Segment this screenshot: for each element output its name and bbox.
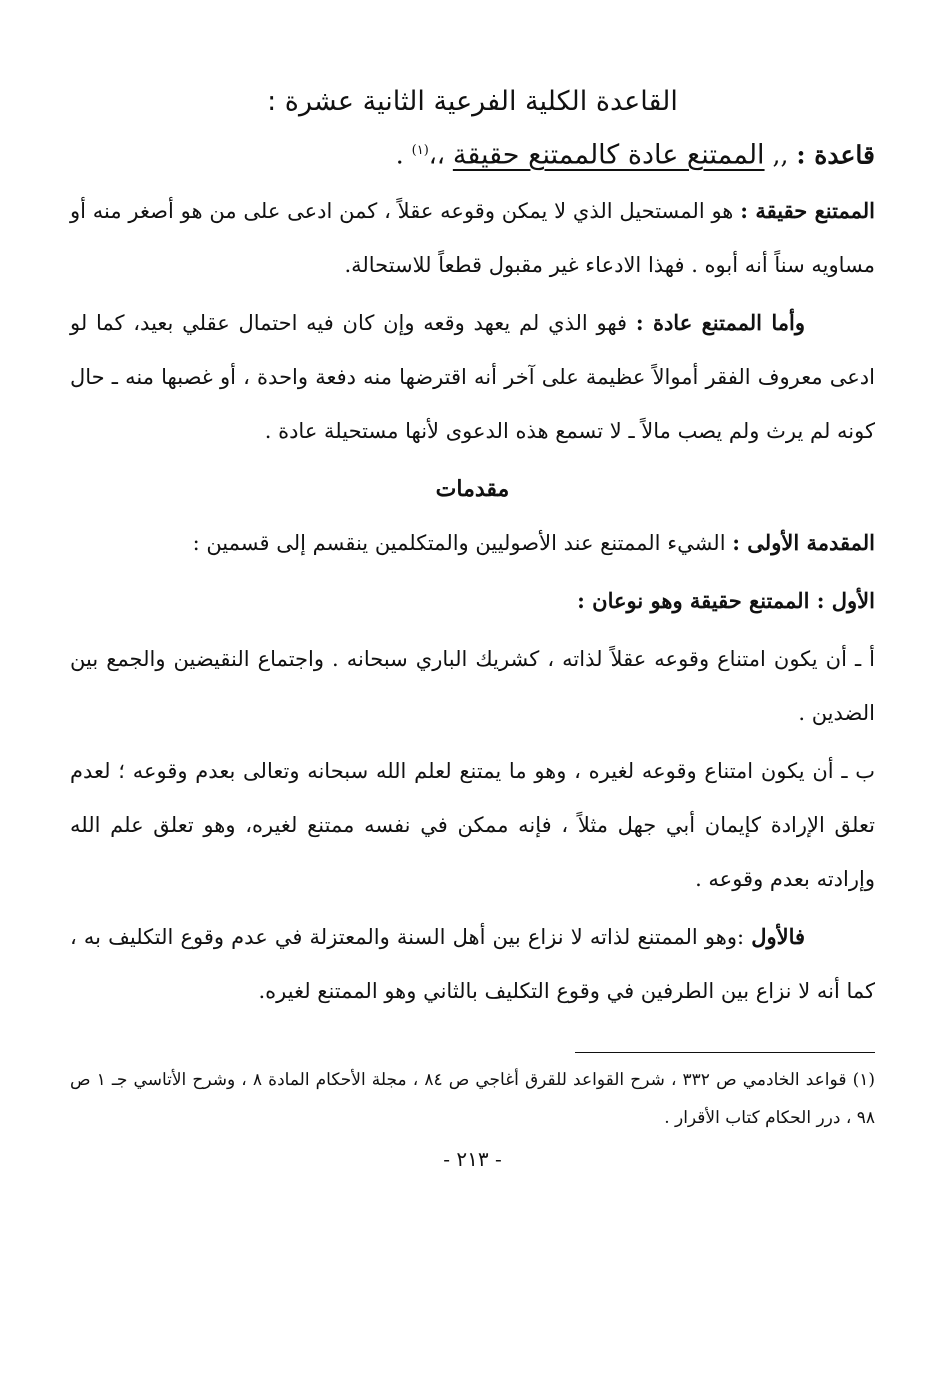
document-page (70, 78, 875, 1179)
footnote-marker: (١) (852, 1070, 875, 1091)
footnote-text: قواعد الخادمي ص ٣٣٢ ، شرح القواعد للقرق أغاجي ص ٨٤ ، مجلة الأحكام المادة ٨ ، وشرح الأتاسي جـ ١ ص ٩٨ ، درر الحكام كتاب الأقرار . (70, 1070, 875, 1129)
page-number: - ٢١٣ - (443, 1147, 502, 1172)
first-type-heading (70, 574, 875, 628)
premise-lead: المقدمة الأولى : (732, 530, 875, 556)
section-heading: القاعدة الكلية الفرعية الثانية عشرة : (267, 86, 678, 117)
list-item: أ ـ أن يكون امتناع وقوعه عقلاً لذاته ، كشريك الباري سبحانه . واجتماع النقيضين والجمع بين الضدين . (70, 647, 875, 726)
closing-lead: فالأول (751, 924, 805, 950)
premise-text: الشيء الممتنع عند الأصوليين والمتكلمين ينقسم إلى قسمين : (192, 531, 726, 556)
rule-label: قاعدة : (796, 140, 875, 170)
rule-open-quote: ,, (772, 140, 789, 170)
paragraph-text: هو المستحيل الذي لا يمكن وقوعه عقلاً ، كمن ادعى على من هو أصغر منه أو مساويه سناً أنه أبوه . فهذا الادعاء غير مقبول قطعاً للاستحالة. (70, 199, 875, 278)
rule-statement (70, 126, 875, 180)
footnote-divider (575, 1052, 875, 1053)
list-item: ب ـ أن يكون امتناع وقوعه لغيره ، وهو ما يمتنع لعلم الله سبحانه وتعالى بعدم وقوعه ؛ لعدم تعلق الإرادة كإيمان أبي جهل مثلاً ، فإنه ممكن في نفسه ممتنع لغيره، وهو تعلق علم الله وإرادته بعدم وقوعه . (70, 759, 875, 892)
section-title: مقدمات (435, 476, 510, 503)
rule-text: الممتنع عادة كالممتنع حقيقة (452, 139, 765, 171)
rule-close-quote: ،، (428, 140, 445, 170)
closing-text: :وهو الممتنع لذاته لا نزاع بين أهل السنة والمعتزلة في عدم وقوع التكليف به ، كما أنه لا نزاع بين الطرفين في وقوع التكليف بالثاني وهو الممتنع لغيره. (70, 925, 875, 1004)
footnote (70, 1061, 875, 1137)
footnote-reference: (١) (411, 143, 429, 158)
first-premise (70, 516, 875, 570)
paragraph-lead: الممتنع حقيقة : (740, 198, 875, 224)
first-type-text: الأول : الممتنع حقيقة وهو نوعان : (577, 588, 875, 614)
paragraph-text: فهو الذي لم يعهد وقعه وإن كان فيه احتمال عقلي بعيد، كما لو ادعى معروف الفقر أموالاً عظيمة على آخر أنه اقترضها منه دفعة واحدة ، أو غصبها منه ـ حال كونه لم يرث ولم يصب مالاً ـ لا تسمع هذه الدعوى لأنها مستحيلة عادة . (70, 311, 875, 444)
paragraph-real-impossible (70, 184, 875, 292)
rule-end: . (395, 140, 404, 170)
paragraph-customary-impossible (70, 296, 875, 458)
closing-paragraph (70, 910, 875, 1018)
paragraph-lead: وأما الممتنع عادة : (635, 310, 805, 336)
